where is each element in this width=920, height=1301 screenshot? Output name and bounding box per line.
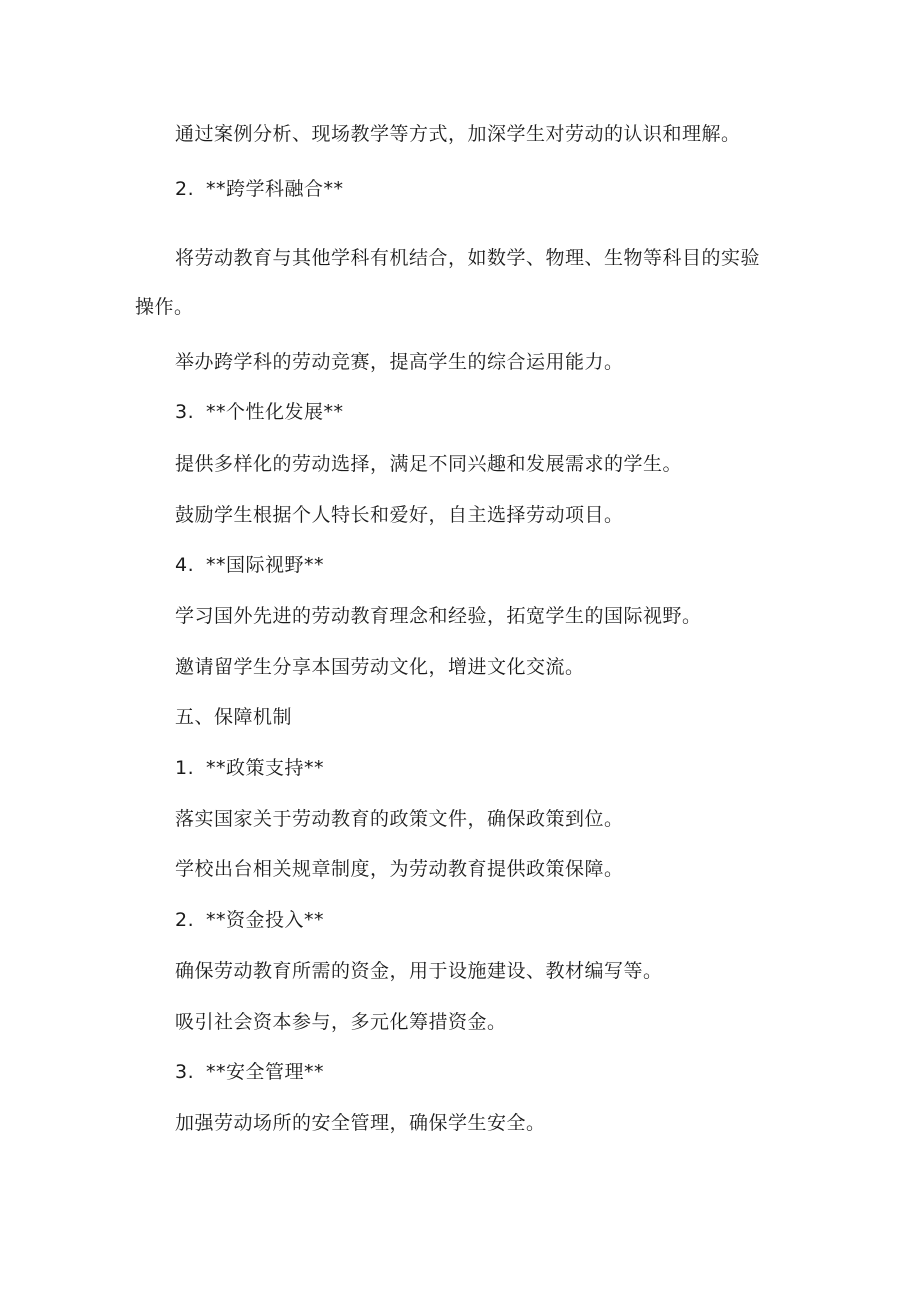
paragraph: 邀请留学生分享本国劳动文化，增进文化交流。: [175, 656, 585, 678]
list-heading-personalized: [175, 400, 344, 424]
list-number: 1.: [175, 757, 195, 779]
paragraph: 学习国外先进的劳动教育理念和经验，拓宽学生的国际视野。: [175, 605, 702, 627]
list-number: 2.: [175, 909, 195, 931]
list-heading-funding: [175, 908, 324, 932]
paragraph: 吸引社会资本参与，多元化筹措资金。: [175, 1011, 507, 1033]
list-heading-safety: [175, 1060, 324, 1084]
paragraph: 鼓励学生根据个人特长和爱好，自主选择劳动项目。: [175, 504, 624, 526]
list-heading-policy: [175, 756, 324, 780]
paragraph: 落实国家关于劳动教育的政策文件，确保政策到位。: [175, 808, 624, 830]
list-number: 3.: [175, 1061, 195, 1083]
paragraph: 将劳动教育与其他学科有机结合，如数学、物理、生物等科目的实验: [175, 247, 761, 269]
list-heading-interdisciplinary: [175, 177, 344, 201]
list-number: 2.: [175, 178, 195, 200]
section-heading: 五、保障机制: [175, 706, 293, 728]
list-heading-text: **国际视野**: [206, 554, 325, 576]
list-heading-text: **跨学科融合**: [206, 178, 344, 200]
paragraph: 通过案例分析、现场教学等方式，加深学生对劳动的认识和理解。: [175, 123, 741, 145]
list-heading-text: **安全管理**: [206, 1061, 325, 1083]
list-number: 4.: [175, 554, 195, 576]
paragraph-continuation: 操作。: [135, 296, 194, 318]
list-heading-text: **个性化发展**: [206, 401, 344, 423]
paragraph: 确保劳动教育所需的资金，用于设施建设、教材编写等。: [175, 960, 663, 982]
list-heading-text: **资金投入**: [206, 909, 325, 931]
list-heading-text: **政策支持**: [206, 757, 325, 779]
list-heading-international: [175, 553, 324, 577]
paragraph: 加强劳动场所的安全管理，确保学生安全。: [175, 1112, 546, 1134]
paragraph: 学校出台相关规章制度，为劳动教育提供政策保障。: [175, 858, 624, 880]
paragraph: 提供多样化的劳动选择，满足不同兴趣和发展需求的学生。: [175, 453, 683, 475]
paragraph: 举办跨学科的劳动竞赛，提高学生的综合运用能力。: [175, 351, 624, 373]
list-number: 3.: [175, 401, 195, 423]
